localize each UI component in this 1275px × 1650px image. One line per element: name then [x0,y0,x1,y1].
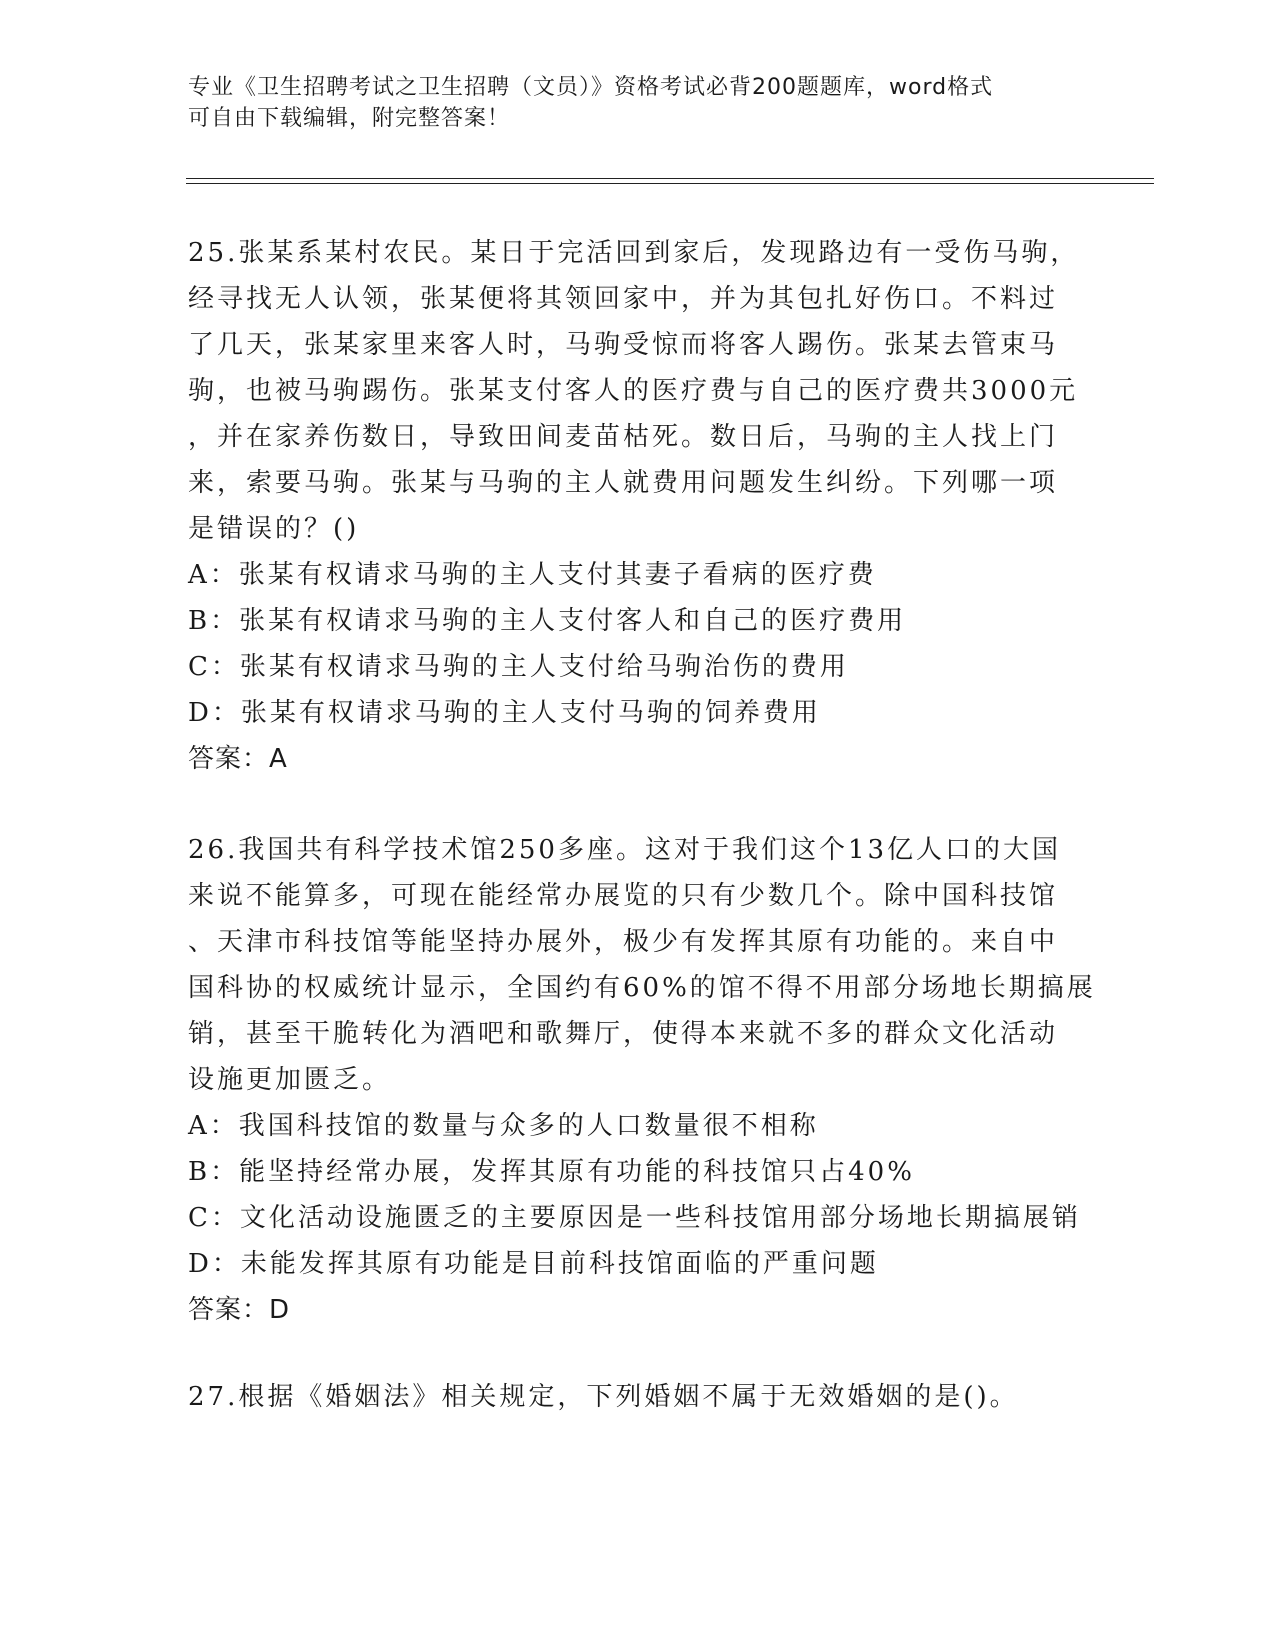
question-stem-line: 驹，也被马驹踢伤。张某支付客人的医疗费与自己的医疗费共3000元 [188,376,1079,406]
header-line-2: 可自由下载编辑，附完整答案！ [188,106,511,131]
question-stem-line: 经寻找无人认领，张某便将其领回家中，并为其包扎好伤口。不料过 [188,284,1059,314]
question-25 [188,230,1088,782]
header-rule-bottom [186,183,1154,184]
header-line-1: 专业《卫生招聘考试之卫生招聘（文员）》资格考试必背200题题库，word格式 [188,75,994,100]
option-b: B：能坚持经常办展，发挥其原有功能的科技馆只占40% [188,1157,915,1187]
question-stem-line: 、天津市科技馆等能坚持办展外，极少有发挥其原有功能的。来自中 [188,927,1059,957]
question-27 [188,1374,1088,1420]
option-a: A：我国科技馆的数量与众多的人口数量很不相称 [188,1111,819,1141]
question-stem-line: 25.张某系某村农民。某日于完活回到家后，发现路边有一受伤马驹， [188,238,1080,268]
question-stem-line: 设施更加匮乏。 [188,1065,392,1095]
question-stem-line: 26.我国共有科学技术馆250多座。这对于我们这个13亿人口的大国 [188,835,1062,865]
answer-label: 答案：A [188,744,288,774]
question-stem-line: 来说不能算多，可现在能经常办展览的只有少数几个。除中国科技馆 [188,881,1059,911]
question-stem-line: 国科协的权威统计显示，全国约有60%的馆不得不用部分场地长期搞展 [188,973,1096,1003]
header-rule-top [186,178,1154,179]
option-c: C：文化活动设施匮乏的主要原因是一些科技馆用部分场地长期搞展销 [188,1203,1081,1233]
option-c: C：张某有权请求马驹的主人支付给马驹治伤的费用 [188,652,849,682]
question-stem-line: 是错误的？() [188,514,360,544]
option-d: D：张某有权请求马驹的主人支付马驹的饲养费用 [188,698,821,728]
option-d: D：未能发挥其原有功能是目前科技馆面临的严重问题 [188,1249,879,1279]
question-stem-line: 27.根据《婚姻法》相关规定，下列婚姻不属于无效婚姻的是()。 [188,1382,1019,1412]
document-header [188,72,1088,134]
question-stem-line: 来，索要马驹。张某与马驹的主人就费用问题发生纠纷。下列哪一项 [188,468,1059,498]
question-stem-line: 了几天，张某家里来客人时，马驹受惊而将客人踢伤。张某去管束马 [188,330,1059,360]
option-a: A：张某有权请求马驹的主人支付其妻子看病的医疗费 [188,560,877,590]
answer-label: 答案：D [188,1295,291,1325]
question-stem-line: 销，甚至干脆转化为酒吧和歌舞厅，使得本来就不多的群众文化活动 [188,1019,1059,1049]
option-b: B：张某有权请求马驹的主人支付客人和自己的医疗费用 [188,606,907,636]
question-stem-line: ，并在家养伤数日，导致田间麦苗枯死。数日后，马驹的主人找上门 [188,422,1059,452]
question-26 [188,827,1096,1333]
